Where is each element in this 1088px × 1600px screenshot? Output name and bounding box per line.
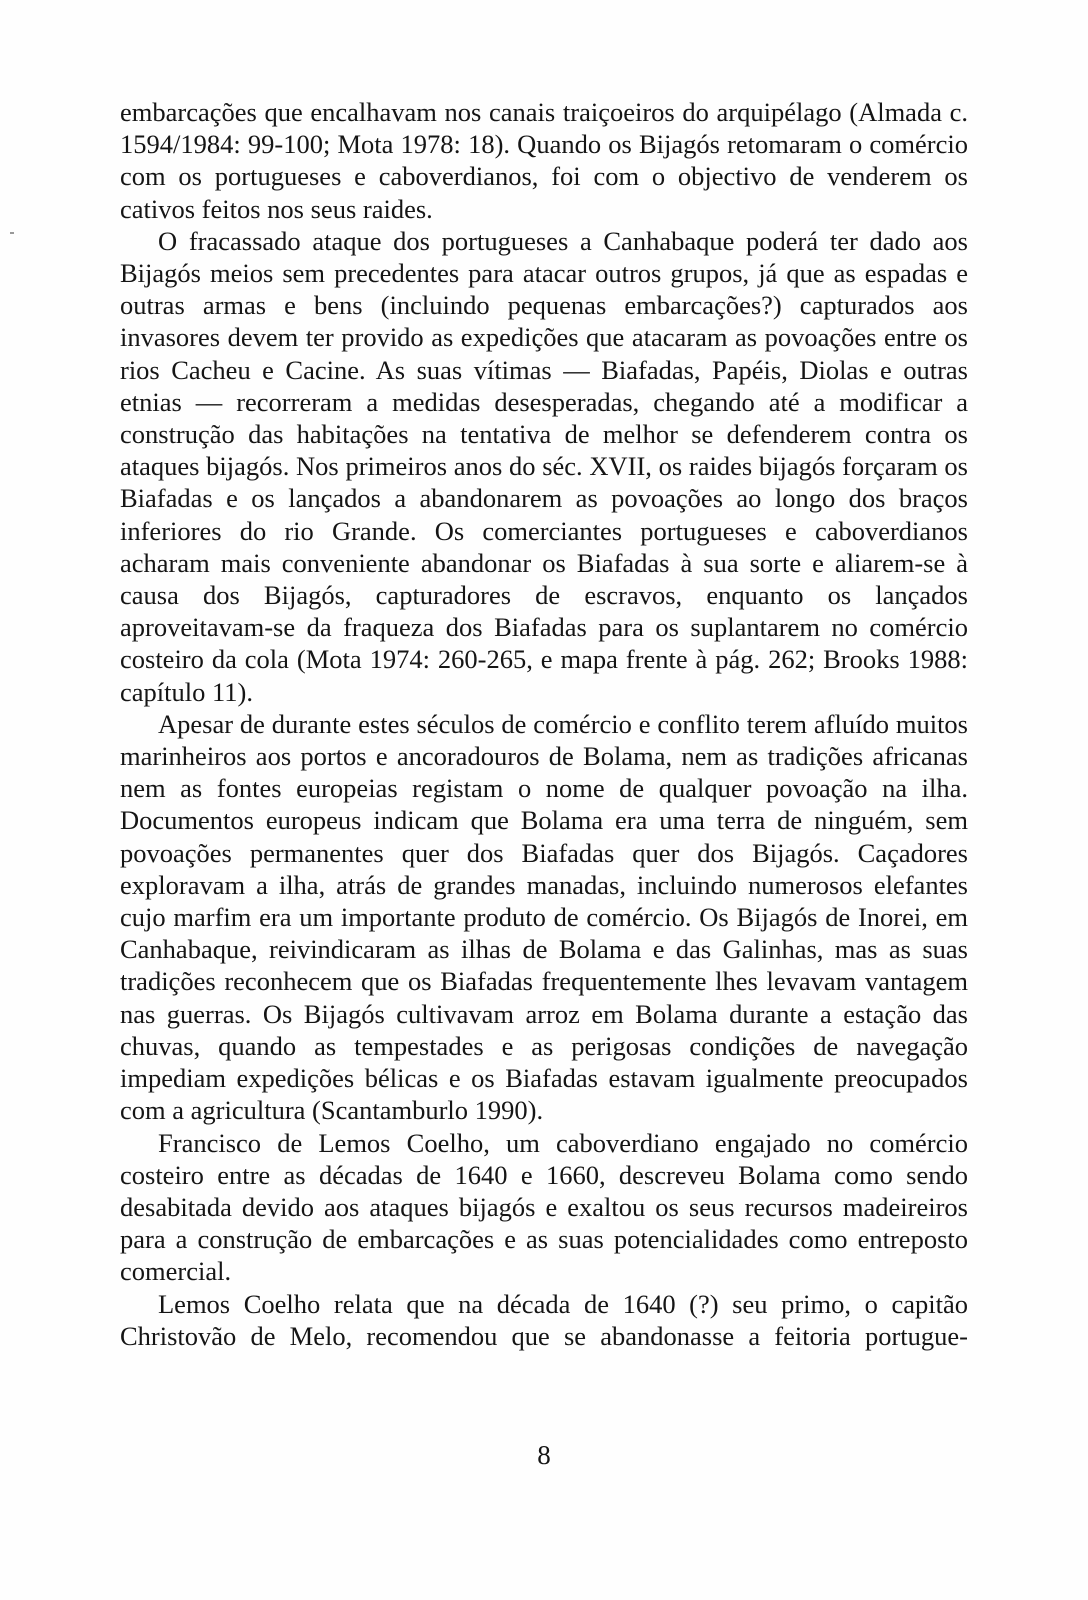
- page-number: 8: [537, 1440, 551, 1470]
- paragraph: embarcações que encalhavam nos canais traiçoeiros do arquipélago (Almada c. 1594/1984: 99-100; Mota 1978: 18). Quando os Bijagós retomaram o comércio com os portugueses e caboverdianos, foi com o objectivo de venderem os cativos feitos nos seus raides.: [120, 97, 968, 224]
- paragraph: Lemos Coelho relata que na década de 1640 (?) seu primo, o capitão Christovão de Melo, recomendou que se abandonasse a feitoria portugue-: [120, 1288, 968, 1351]
- paragraph: Apesar de durante estes séculos de comércio e conflito terem afluído muitos marinheiros aos portos e ancoradouros de Bolama, nem as tradições africanas nem as fontes europeias registam o nome de qualquer povoação na ilha. Documentos europeus indicam que Bolama era uma terra de ninguém, sem povoações permanentes quer dos Biafadas quer dos Bijagós. Caçadores exploravam a ilha, atrás de grandes manadas, incluindo numerosos elefantes cujo marfim era um importante produto de comércio. Os Bijagós de Inorei, em Canhabaque, reivindicaram as ilhas de Bolama e das Galinhas, mas as suas tradições reconhecem que os Biafadas frequentemente lhes levavam vantagem nas guerras. Os Bijagós cultivavam arroz em Bolama durante a estação das chuvas, quando as tempestades e as perigosas condições de navegação impediam expedições bélicas e os Biafadas estavam igualmente preocupados com a agricultura (Scantamburlo 1990).: [120, 708, 968, 1126]
- paragraph: Francisco de Lemos Coelho, um caboverdiano engajado no comércio costeiro entre as décadas de 1640 e 1660, descreveu Bolama como sendo desabitada devido aos ataques bijagós e exaltou os seus recursos madeireiros para a construção de embarcações e as suas potencialidades como entreposto comercial.: [120, 1127, 968, 1287]
- body-text: [120, 96, 968, 1352]
- paragraph: O fracassado ataque dos portugueses a Canhabaque poderá ter dado aos Bijagós meios sem precedentes para atacar outros grupos, já que as espadas e outras armas e bens (incluindo pequenas embarcações?) capturados aos invasores devem ter provido as expedições que atacaram as povoações entre os rios Cacheu e Cacine. As suas vítimas — Biafadas, Papéis, Diolas e outras etnias — recorreram a medidas desesperadas, chegando até a modificar a construção das habitações na tentativa de melhor se defenderem contra os ataques bijagós. Nos primeiros anos do séc. XVII, os raides bijagós forçaram os Biafadas e os lançados a abandonarem as povoações ao longo dos braços inferiores do rio Grande. Os comerciantes portugueses e caboverdianos acharam mais conveniente abandonar os Biafadas à sua sorte e aliarem-se à causa dos Bijagós, capturadores de escravos, enquanto os lançados aproveitavam-se da fraqueza dos Biafadas para os suplantarem no comércio costeiro da cola (Mota 1974: 260-265, e mapa frente à pág. 262; Brooks 1988: capítulo 11).: [120, 225, 968, 707]
- scan-mark: [10, 232, 14, 234]
